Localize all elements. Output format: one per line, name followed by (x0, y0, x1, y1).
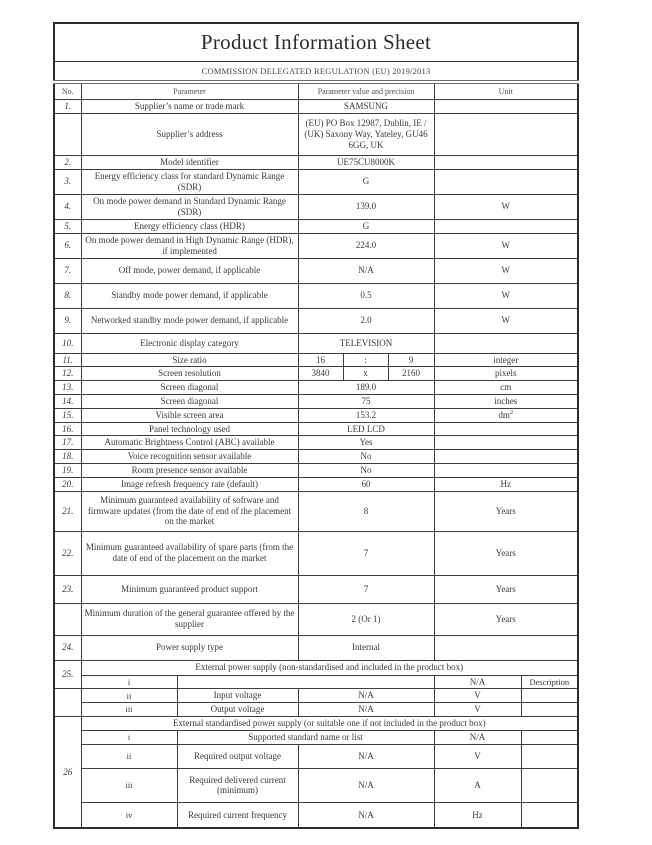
row-parameter: Minimum guaranteed availability of spare parts (from the date of end of the placement on the market (81, 531, 298, 575)
row-parameter: Energy efficiency class (HDR) (81, 219, 298, 233)
row-unit: integer (434, 353, 578, 367)
row-number: 12. (54, 367, 81, 381)
row-unit (434, 155, 578, 169)
row-unit: inches (434, 394, 578, 408)
row-value: G (298, 169, 434, 194)
description-cell (521, 689, 578, 703)
row-unit (434, 635, 578, 660)
row-number: 7. (54, 258, 81, 283)
table-row (54, 730, 578, 744)
row-parameter: On mode power demand in Standard Dynamic Range (SDR) (81, 194, 298, 219)
section-26-header-row (54, 716, 578, 730)
row-parameter: On mode power demand in High Dynamic Range (HDR), if implemented (81, 233, 298, 258)
row-value: 139.0 (298, 194, 434, 219)
row-number (54, 603, 81, 635)
row-parameter: Supplier’s name or trade mark (81, 100, 298, 114)
row-unit (434, 169, 578, 194)
row-parameter: Screen resolution (81, 367, 298, 381)
row-parameter: Panel technology used (81, 422, 298, 436)
row-parameter: Minimum guaranteed product support (81, 575, 298, 603)
row-parameter: Screen diagonal (81, 381, 298, 395)
row-parameter: Input voltage (177, 689, 298, 703)
row-value: TELEVISION (298, 333, 434, 353)
sub-index: i (81, 675, 177, 689)
row-parameter: Minimum duration of the general guarantee offered by the supplier (81, 603, 298, 635)
row-unit (434, 333, 578, 353)
row-parameter: Standby mode power demand, if applicable (81, 283, 298, 308)
table-row (54, 394, 578, 408)
row-value: 153.2 (298, 408, 434, 422)
row-unit: V (434, 744, 521, 768)
row-value: N/A (298, 744, 434, 768)
row-value: 8 (298, 491, 434, 531)
row-number: 13. (54, 381, 81, 395)
section-25-header-row (54, 660, 578, 675)
row-value: No (298, 450, 434, 464)
row-unit: Hz (434, 477, 578, 491)
regulation-subtitle: COMMISSION DELEGATED REGULATION (EU) 2019/2013 (54, 62, 578, 82)
table-row (54, 450, 578, 464)
row-parameter: Model identifier (81, 155, 298, 169)
row-number: 8. (54, 283, 81, 308)
row-number: 10. (54, 333, 81, 353)
table-row (54, 367, 578, 381)
row-number: 19. (54, 463, 81, 477)
row-unit (434, 463, 578, 477)
row-unit: W (434, 283, 578, 308)
row-parameter: Image refresh frequency rate (default) (81, 477, 298, 491)
row-unit: W (434, 233, 578, 258)
row-parameter: Required output voltage (177, 744, 298, 768)
description-cell (521, 802, 578, 828)
row-value: SAMSUNG (298, 100, 434, 114)
row-value: 2.0 (298, 308, 434, 333)
row-value: 224.0 (298, 233, 434, 258)
row-number: 1. (54, 100, 81, 114)
table-row (54, 258, 578, 283)
section-26-header: External standardised power supply (or suitable one if not included in the product box) (81, 716, 578, 730)
column-header-row (54, 82, 578, 100)
row-value: (EU) PO Box 12987, Dublin, IE / (UK) Saxony Way, Yateley, GU46 6GG, UK (298, 113, 434, 155)
sub-index: ii (81, 689, 177, 703)
row-number: 16. (54, 422, 81, 436)
row-number: 11. (54, 353, 81, 367)
section-25-header: External power supply (non-standardised and included in the product box) (81, 660, 578, 675)
row-unit: cm (434, 381, 578, 395)
column-header-unit: Unit (434, 82, 578, 100)
row-unit: N/A (434, 730, 521, 744)
table-row (54, 603, 578, 635)
row-parameter: Required current frequency (177, 802, 298, 828)
row-value-part: 3840 (298, 367, 343, 381)
title-row (54, 23, 578, 62)
table-row (54, 381, 578, 395)
row-value: G (298, 219, 434, 233)
row-number: 3. (54, 169, 81, 194)
row-parameter: Voice recognition sensor available (81, 450, 298, 464)
table-row (54, 463, 578, 477)
row-value: N/A (298, 703, 434, 717)
table-row (54, 635, 578, 660)
column-header-value: Parameter value and precision (298, 82, 434, 100)
row-number: 14. (54, 394, 81, 408)
table-row (54, 408, 578, 422)
column-header-parameter: Parameter (81, 82, 298, 100)
row-number: 22. (54, 531, 81, 575)
row-value: 7 (298, 575, 434, 603)
description-cell (521, 730, 578, 744)
table-row (54, 219, 578, 233)
row-unit (434, 450, 578, 464)
row-value: N/A (298, 689, 434, 703)
row-number: 5. (54, 219, 81, 233)
row-value: Internal (298, 635, 434, 660)
row-unit: N/A (434, 675, 521, 689)
column-header-no: No. (54, 82, 81, 100)
row-parameter: Screen diagonal (81, 394, 298, 408)
table-row (54, 675, 578, 689)
table-row (54, 422, 578, 436)
row-number: 17. (54, 436, 81, 450)
row-value: N/A (298, 768, 434, 802)
row-unit (434, 408, 578, 422)
table-row (54, 531, 578, 575)
row-unit: W (434, 308, 578, 333)
row-value-part: 9 (388, 353, 434, 367)
row-value: No (298, 463, 434, 477)
row-value: 0.5 (298, 283, 434, 308)
row-unit: pixels (434, 367, 578, 381)
table-row (54, 689, 578, 703)
row-unit (434, 113, 578, 155)
row-value: 75 (298, 394, 434, 408)
row-number: 21. (54, 491, 81, 531)
row-number: 23. (54, 575, 81, 603)
table-row (54, 353, 578, 367)
row-unit: Years (434, 575, 578, 603)
table-row (54, 477, 578, 491)
row-number: 9. (54, 308, 81, 333)
table-row (54, 283, 578, 308)
row-unit: W (434, 258, 578, 283)
table-row (54, 744, 578, 768)
row-value: UE75CU8000K (298, 155, 434, 169)
row-unit: Years (434, 603, 578, 635)
row-parameter: Off mode, power demand, if applicable (81, 258, 298, 283)
row-unit: A (434, 768, 521, 802)
table-row (54, 155, 578, 169)
row-parameter: Electronic display category (81, 333, 298, 353)
row-unit: Years (434, 531, 578, 575)
row-number: 18. (54, 450, 81, 464)
table-row (54, 194, 578, 219)
row-parameter: Size ratio (81, 353, 298, 367)
table-row (54, 233, 578, 258)
row-number (54, 113, 81, 155)
row-parameter: Supplier’s address (81, 113, 298, 155)
page-title: Product Information Sheet (54, 23, 578, 62)
description-cell: Description (521, 675, 578, 689)
row-unit (434, 219, 578, 233)
row-number: 6. (54, 233, 81, 258)
row-parameter: Visible screen area (81, 408, 298, 422)
document-page (0, 22, 652, 845)
row-number: 2. (54, 155, 81, 169)
description-cell (521, 703, 578, 717)
row-parameter: Automatic Brightness Control (ABC) available (81, 436, 298, 450)
row-number: 26 (54, 716, 81, 828)
row-value: 189.0 (298, 381, 434, 395)
row-unit: Years (434, 491, 578, 531)
row-unit: W (434, 194, 578, 219)
row-number: 25. (54, 660, 81, 689)
table-row (54, 100, 578, 114)
unit-base: dm (498, 409, 510, 420)
row-value: LED LCD (298, 422, 434, 436)
row-unit: V (434, 703, 521, 717)
table-row (54, 436, 578, 450)
regulation-row (54, 62, 578, 82)
row-number (54, 689, 81, 717)
table-row (54, 802, 578, 828)
unit-superscript: 2 (509, 408, 514, 416)
table-row (54, 169, 578, 194)
row-value: Yes (298, 436, 434, 450)
row-value-separator: x (343, 367, 388, 381)
row-unit: V (434, 689, 521, 703)
table-row (54, 333, 578, 353)
row-parameter: Energy efficiency class for standard Dynamic Range (SDR) (81, 169, 298, 194)
row-parameter: Power supply type (81, 635, 298, 660)
row-value-part: 2160 (388, 367, 434, 381)
table-row (54, 308, 578, 333)
sub-index: iv (81, 802, 177, 828)
row-parameter: Minimum guaranteed availability of software and firmware updates (from the date of end of the placement on the market (81, 491, 298, 531)
row-unit (434, 436, 578, 450)
row-value: N/A (298, 802, 434, 828)
row-value: 60 (298, 477, 434, 491)
row-value-part: 16 (298, 353, 343, 367)
table-row (54, 575, 578, 603)
table-row (54, 768, 578, 802)
row-number: 15. (54, 408, 81, 422)
row-value: 7 (298, 531, 434, 575)
table-row (54, 491, 578, 531)
row-number: 20. (54, 477, 81, 491)
description-cell (521, 744, 578, 768)
table-row (54, 703, 578, 717)
product-information-table (53, 22, 579, 829)
row-value: N/A (298, 258, 434, 283)
row-parameter: Required delivered current (minimum) (177, 768, 298, 802)
table-row (54, 113, 578, 155)
sub-index: i (81, 730, 177, 744)
row-parameter (177, 675, 434, 689)
description-cell (521, 768, 578, 802)
row-number: 24. (54, 635, 81, 660)
row-unit: Hz (434, 802, 521, 828)
row-value: 2 (Or 1) (298, 603, 434, 635)
sub-index: ii (81, 744, 177, 768)
row-parameter: Supported standard name or list (177, 730, 434, 744)
row-number: 4. (54, 194, 81, 219)
row-parameter: Room presence sensor available (81, 463, 298, 477)
row-parameter: Output voltage (177, 703, 298, 717)
row-unit (434, 422, 578, 436)
sub-index: iii (81, 768, 177, 802)
row-value-separator: : (343, 353, 388, 367)
row-unit (434, 100, 578, 114)
row-parameter: Networked standby mode power demand, if applicable (81, 308, 298, 333)
sub-index: iii (81, 703, 177, 717)
